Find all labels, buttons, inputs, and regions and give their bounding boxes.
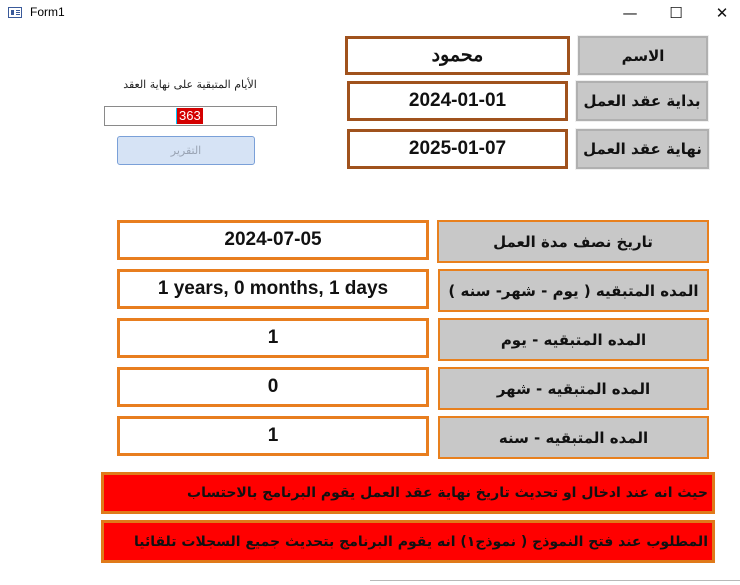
- note-auto-update: المطلوب عند فتح النموذج ( نموذج١) انه يقوم البرنامج بتحديث جميع السجلات تلقائيا: [101, 520, 715, 563]
- title-bar: [0, 0, 740, 26]
- name-field[interactable]: محمود: [345, 36, 570, 75]
- start-date-field[interactable]: 2024-01-01: [347, 81, 568, 121]
- remaining-period-field[interactable]: 1 years, 0 months, 1 days: [117, 269, 429, 309]
- name-label: الاسم: [578, 36, 708, 75]
- minimize-button[interactable]: —: [622, 4, 638, 22]
- window-title: Form1: [30, 5, 65, 19]
- maximize-button[interactable]: ☐: [669, 4, 683, 22]
- bottom-edge: [370, 580, 740, 585]
- remaining-days-field[interactable]: [104, 106, 277, 126]
- half-period-date-label: تاريخ نصف مدة العمل: [437, 220, 709, 263]
- half-period-date-field[interactable]: 2024-07-05: [117, 220, 429, 260]
- remaining-period-label: المده المتبقيه ( يوم - شهر- سنه ): [438, 269, 709, 312]
- start-date-label: بداية عقد العمل: [576, 81, 708, 121]
- remaining-days-count-label: المده المتبقيه - يوم: [438, 318, 709, 361]
- end-date-field[interactable]: 2025-01-07: [347, 129, 568, 169]
- remaining-months-field[interactable]: 0: [117, 367, 429, 407]
- remaining-days-count-field[interactable]: 1: [117, 318, 429, 358]
- remaining-days-value: 363: [179, 108, 201, 123]
- remaining-days-label: الأيام المتبقية على نهاية العقد: [123, 78, 257, 91]
- close-button[interactable]: ✕: [715, 4, 729, 22]
- remaining-years-label: المده المتبقيه - سنه: [438, 416, 709, 459]
- form-icon: [8, 7, 22, 18]
- report-button[interactable]: التقرير: [117, 136, 255, 165]
- remaining-years-field[interactable]: 1: [117, 416, 429, 456]
- end-date-label: نهاية عقد العمل: [576, 129, 709, 169]
- note-recalculation: حيث انه عند ادخال او تحديث تاريخ نهاية عقد العمل يقوم البرنامج بالاحتساب: [101, 472, 715, 514]
- remaining-months-label: المده المتبقيه - شهر: [438, 367, 709, 410]
